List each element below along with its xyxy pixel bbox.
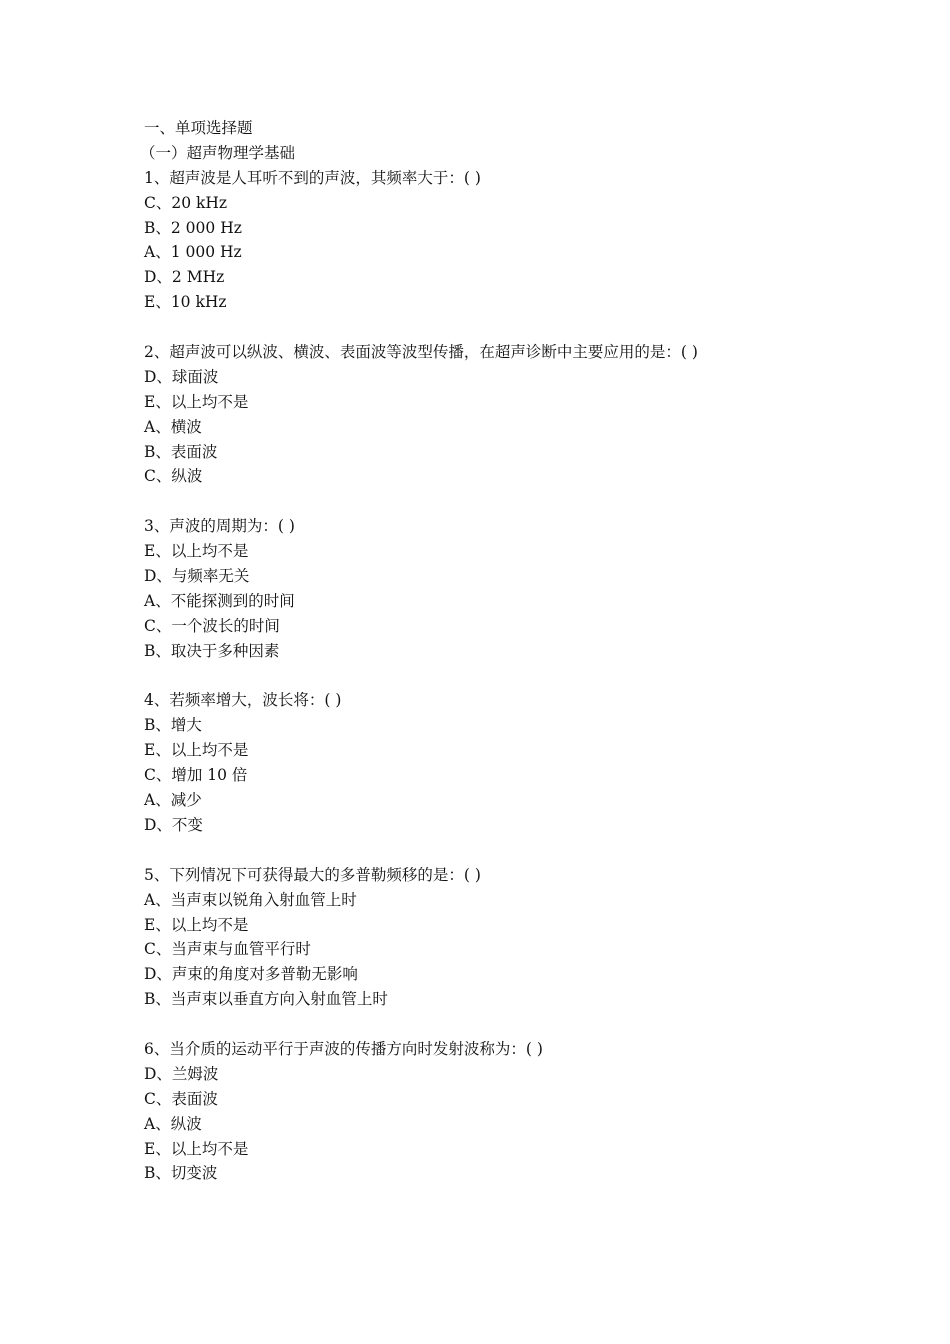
- option: C、当声束与血管平行时: [144, 940, 311, 959]
- option: B、切变波: [144, 1164, 218, 1183]
- option: B、取决于多种因素: [144, 641, 280, 660]
- option: D、兰姆波: [144, 1064, 219, 1083]
- question-stem: 4、若频率增大，波长将：( ): [144, 691, 342, 710]
- option: A、1 000 Hz: [144, 243, 242, 262]
- option: A、横波: [144, 417, 202, 436]
- option: E、以上均不是: [144, 392, 249, 411]
- option: A、减少: [144, 791, 202, 810]
- option: A、当声束以锐角入射血管上时: [144, 890, 357, 909]
- option: D、2 MHz: [144, 268, 225, 287]
- option: C、20 kHz: [144, 193, 228, 212]
- option: C、增加 10 倍: [144, 766, 248, 785]
- question-stem: 6、当介质的运动平行于声波的传播方向时发射波称为：( ): [144, 1039, 543, 1058]
- option: E、以上均不是: [144, 741, 249, 760]
- question-4: [144, 688, 904, 837]
- spacer: [144, 838, 904, 863]
- question-stem: 1、超声波是人耳听不到的声波，其频率大于：( ): [144, 168, 481, 187]
- option: C、纵波: [144, 467, 203, 486]
- question-1: [144, 166, 904, 315]
- spacer: [144, 1012, 904, 1037]
- subsection-title: （一）超声物理学基础: [140, 143, 296, 162]
- option: B、增大: [144, 716, 202, 735]
- option: D、与频率无关: [144, 567, 250, 586]
- question-2: [144, 340, 904, 489]
- option: C、表面波: [144, 1089, 218, 1108]
- option: A、纵波: [144, 1114, 202, 1133]
- option: E、以上均不是: [144, 542, 249, 561]
- option: E、以上均不是: [144, 1139, 249, 1158]
- question-stem: 3、声波的周期为：( ): [144, 517, 295, 536]
- option: D、声束的角度对多普勒无影响: [144, 965, 358, 984]
- question-stem: 5、下列情况下可获得最大的多普勒频移的是：( ): [144, 865, 481, 884]
- option: C、一个波长的时间: [144, 616, 280, 635]
- option: D、球面波: [144, 367, 219, 386]
- spacer: [144, 489, 904, 514]
- option: B、当声束以垂直方向入射血管上时: [144, 990, 388, 1009]
- spacer: [144, 664, 904, 689]
- question-stem: 2、超声波可以纵波、横波、表面波等波型传播，在超声诊断中主要应用的是：( ): [144, 343, 698, 362]
- option: D、不变: [144, 815, 203, 834]
- option: B、表面波: [144, 442, 218, 461]
- question-6: [144, 1037, 904, 1186]
- question-3: [144, 514, 904, 663]
- option: E、10 kHz: [144, 293, 227, 312]
- section-title: 一、单项选择题: [144, 119, 253, 137]
- spacer: [144, 315, 904, 340]
- option: B、2 000 Hz: [144, 218, 242, 237]
- document-page: [140, 116, 904, 1186]
- option: A、不能探测到的时间: [144, 591, 295, 610]
- option: E、以上均不是: [144, 915, 249, 934]
- question-5: [144, 863, 904, 1012]
